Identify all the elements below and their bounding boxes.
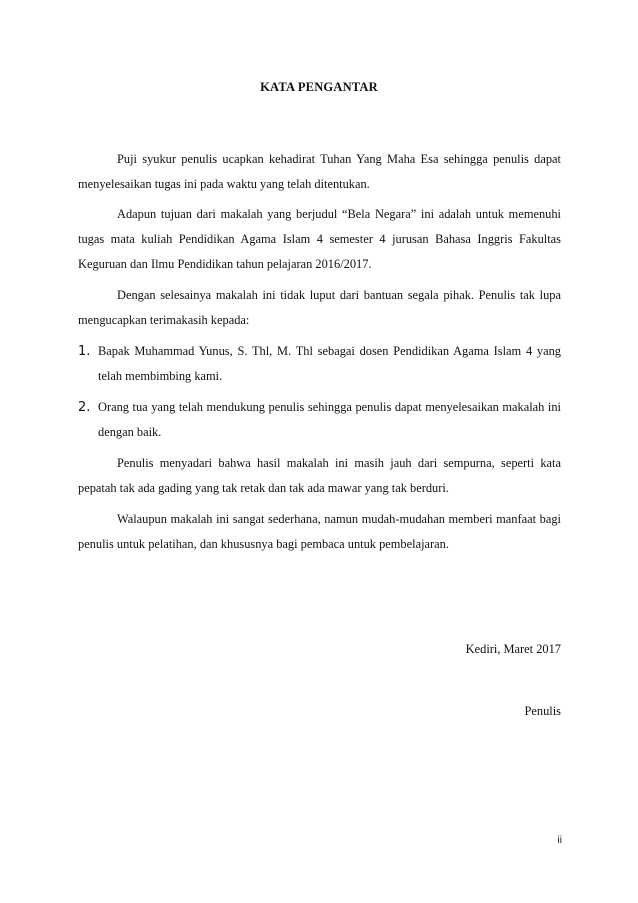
paragraph-purpose: Adapun tujuan dari makalah yang berjudul “Bela Negara” ini adalah untuk memenuhi tugas mata kuliah Pendidikan Agama Islam 4 semester 4 jurusan Bahasa Inggris Fakultas Keguruan dan Ilmu Pendidikan tahun pelajaran 2016/2017. — [78, 207, 561, 271]
paragraph-thanks-intro: Dengan selesainya makalah ini tidak luput dari bantuan segala pihak. Penulis tak lupa mengucapkan terimakasih kepada: — [78, 288, 561, 327]
paragraph-gratitude: Puji syukur penulis ucapkan kehadirat Tuhan Yang Maha Esa sehingga penulis dapat menyelesaikan tugas ini pada waktu yang telah ditentukan. — [78, 152, 561, 191]
paragraph-imperfection: Penulis menyadari bahwa hasil makalah ini masih jauh dari sempurna, seperti kata pepatah tak ada gading yang tak retak dan tak ada mawar yang tak berduri. — [78, 456, 561, 495]
place-date: Kediri, Maret 2017 — [465, 642, 561, 656]
list-number: 1. — [78, 344, 91, 359]
page-title: KATA PENGANTAR — [260, 80, 378, 94]
list-text: Bapak Muhammad Yunus, S. Thl, M. Thl sebagai dosen Pendidikan Agama Islam 4 yang telah membimbing kami. — [98, 344, 561, 383]
page-number: ii — [557, 835, 562, 846]
list-item — [78, 395, 561, 445]
signature: Penulis — [524, 704, 561, 718]
list-text: Orang tua yang telah mendukung penulis sehingga penulis dapat menyelesaikan makalah ini dengan baik. — [98, 400, 561, 439]
list-item — [78, 339, 561, 389]
list-number: 2. — [78, 400, 91, 415]
paragraph-hope: Walaupun makalah ini sangat sederhana, namun mudah-mudahan memberi manfaat bagi penulis untuk pelatihan, dan khususnya bagi pembaca untuk pembelajaran. — [78, 512, 561, 551]
